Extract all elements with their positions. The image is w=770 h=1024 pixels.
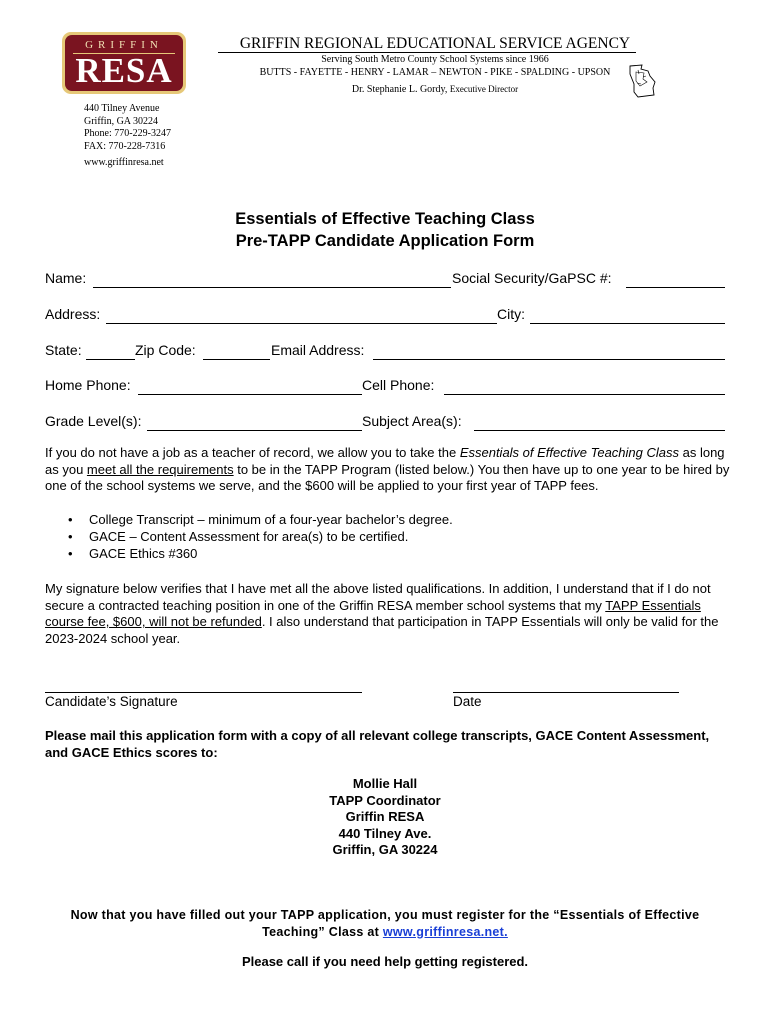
contact-city: Griffin, GA 30224	[332, 842, 438, 857]
form-title-line2: Pre-TAPP Candidate Application Form	[235, 232, 535, 250]
cell-phone-label: Cell Phone:	[362, 377, 435, 393]
city-field[interactable]	[530, 323, 725, 324]
subject-label: Subject Area(s):	[362, 413, 462, 429]
email-field[interactable]	[373, 359, 725, 360]
zip-label: Zip Code:	[135, 342, 196, 358]
director-line	[200, 84, 670, 95]
eligibility-text-2: as long as you	[45, 445, 725, 477]
address-street: 440 Tilney Avenue	[84, 103, 160, 114]
contact-role: TAPP Coordinator	[329, 792, 441, 808]
requirement-item: • College Transcript – minimum of a four-year bachelor’s degree.	[89, 511, 453, 528]
serving-line: Serving South Metro County School Systems since 1966	[321, 54, 549, 65]
counties-line: BUTTS - FAYETTE - HENRY - LAMAR – NEWTON - PIKE - SPALDING - UPSON	[259, 67, 611, 78]
contact-street: 440 Tilney Ave.	[338, 825, 432, 841]
ssn-field[interactable]	[626, 287, 725, 288]
date-field[interactable]	[453, 692, 679, 693]
contact-name: Mollie Hall	[352, 776, 418, 791]
agency-underline	[218, 52, 636, 53]
city-label: City:	[497, 306, 525, 322]
state-label: State:	[45, 342, 82, 358]
email-label: Email Address:	[271, 342, 365, 358]
agency-website[interactable]: www.griffinresa.net	[84, 157, 164, 168]
register-notice	[40, 907, 730, 940]
griffin-resa-logo	[62, 32, 186, 94]
contact-org: Griffin RESA	[345, 809, 425, 824]
logo-badge	[65, 35, 183, 91]
address-fax: FAX: 770-228-7316	[84, 140, 166, 152]
state-field[interactable]	[86, 359, 135, 360]
eligibility-paragraph	[45, 445, 735, 495]
agreement-text-1: My signature below verifies that I have met all the above listed qualifications. In addition, I understand that if I do not secure a contracted teaching position in one of the Griffin RESA member school systems that my	[45, 581, 711, 613]
zip-field[interactable]	[203, 359, 270, 360]
course-name: Essentials of Effective Teaching Class	[459, 445, 679, 460]
address-field[interactable]	[106, 323, 497, 324]
address-city: Griffin, GA 30224	[84, 115, 158, 127]
mailing-address	[0, 776, 770, 859]
requirements-emphasis: meet all the requirements	[86, 461, 234, 477]
agency-address	[84, 103, 171, 153]
agreement-paragraph	[45, 581, 735, 647]
name-field[interactable]	[93, 287, 451, 288]
form-title-line1: Essentials of Effective Teaching Class	[235, 210, 535, 228]
logo-top-text: GRIFFIN	[85, 39, 163, 51]
subject-field[interactable]	[474, 430, 725, 431]
cell-phone-field[interactable]	[444, 394, 725, 395]
requirement-item: • GACE – Content Assessment for area(s) to be certified.	[89, 528, 453, 545]
grade-field[interactable]	[147, 430, 362, 431]
grade-label: Grade Level(s):	[45, 413, 142, 429]
mail-instructions: Please mail this application form with a copy of all relevant college transcripts, GACE Content Assessment, and GACE Ethics scores to:	[45, 728, 710, 760]
ssn-label: Social Security/GaPSC #:	[452, 270, 612, 286]
signature-label: Candidate’s Signature	[45, 694, 178, 709]
signature-field[interactable]	[45, 692, 362, 693]
address-label: Address:	[45, 306, 101, 322]
agency-name: GRIFFIN REGIONAL EDUCATIONAL SERVICE AGENCY	[239, 35, 631, 52]
address-phone: Phone: 770-229-3247	[84, 128, 171, 139]
date-label: Date	[453, 694, 482, 709]
form-title	[0, 208, 770, 252]
help-note: Please call if you need help getting registered.	[241, 954, 529, 969]
name-label: Name:	[45, 270, 87, 286]
refund-emphasis: TAPP Essentials course fee, $600, will not be refunded	[45, 597, 701, 629]
home-phone-label: Home Phone:	[45, 377, 131, 393]
eligibility-text-1: If you do not have a job as a teacher of record, we allow you to take the	[45, 445, 460, 460]
requirement-item: • GACE Ethics #360	[89, 545, 453, 562]
eligibility-text-3: to be in the TAPP Program (listed below.) You then have up to one year to be hired by one of the school systems we serve, and the $600 will be applied to your first year of TAPP fees.	[45, 461, 730, 493]
agreement-text-2: . I also understand that participation in TAPP Essentials will only be valid for the 2023-2024 school year.	[45, 614, 719, 646]
logo-main-text: RESA	[75, 51, 173, 90]
register-link[interactable]: www.griffinresa.net.	[382, 924, 508, 939]
register-text: Now that you have filled out your TAPP application, you must register for the “Essentials of Effective Teaching” Class at	[70, 908, 700, 939]
requirements-list	[45, 511, 453, 562]
georgia-map-icon	[624, 62, 658, 100]
home-phone-field[interactable]	[138, 394, 362, 395]
director-name: Dr. Stephanie L. Gordy,	[351, 84, 448, 95]
director-title: Executive Director	[449, 84, 519, 94]
